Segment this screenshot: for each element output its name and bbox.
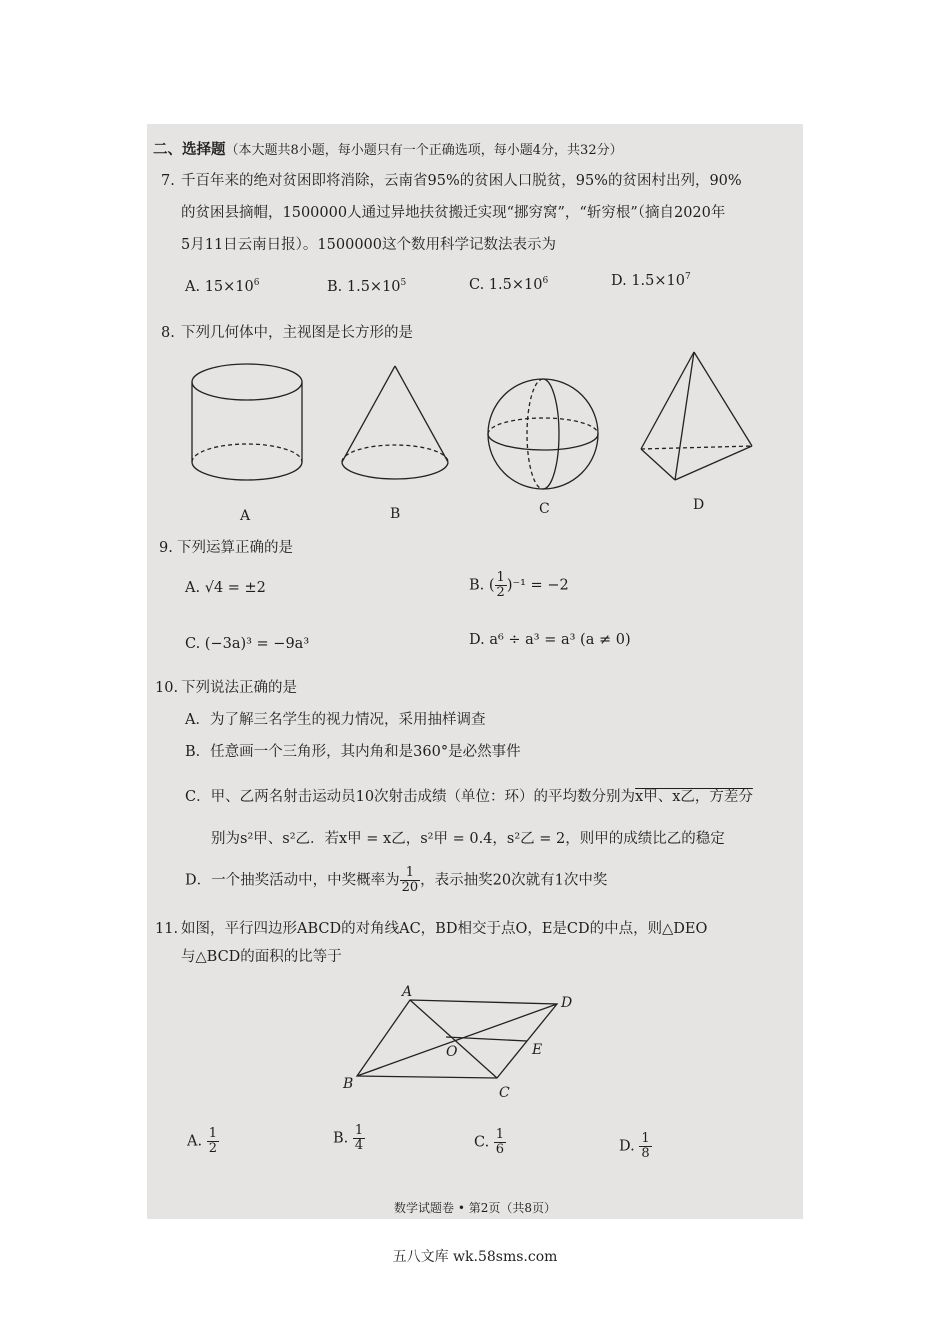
q10-number: 10. xyxy=(155,680,179,696)
section-header xyxy=(153,141,623,160)
q9-number: 9. xyxy=(159,540,173,556)
q7-option-c: C. $1.5\times 10^6$ xyxy=(469,276,549,293)
q8-solids-figure xyxy=(147,344,803,524)
q10-text: 下列说法正确的是 xyxy=(181,680,297,696)
point-e: E xyxy=(532,1042,543,1058)
q11-option-a: A. $\frac{1}{2}$ xyxy=(187,1126,217,1156)
section-note: （本大题共8小题，每小题只有一个正确选项，每小题4分，共32分） xyxy=(225,143,623,158)
q10-option-b: B．任意画一个三角形，其内角和是360°是必然事件 xyxy=(185,744,521,760)
parallelogram-figure xyxy=(327,974,587,1104)
q10-option-a: A．为了解三名学生的视力情况，采用抽样调查 xyxy=(185,712,486,728)
solid-label-a: A xyxy=(240,508,251,524)
q11-option-b: B. $\frac{1}{4}$ xyxy=(333,1123,364,1153)
q10-option-d: D．一个抽奖活动中，中奖概率为 $\frac{1}{20}$ ，表示抽奖20次就有1次中奖 xyxy=(185,865,608,895)
q9-option-c: C. (−3a)³ = −9a³ xyxy=(185,636,310,652)
q10-option-c-line2: 别为s²甲、s²乙．若x甲 = x乙，s²甲 = 0.4，s²乙 = 2，则甲的成绩比乙的稳定 xyxy=(211,831,725,847)
q11-option-d: D. $\frac{1}{8}$ xyxy=(619,1131,650,1161)
point-a: A xyxy=(402,984,413,1000)
q9-option-a: A. √4 = ±2 xyxy=(185,580,266,596)
q7-line1: 千百年来的绝对贫困即将消除，云南省95%的贫困人口脱贫，95%的贫困村出列，90% xyxy=(181,173,742,189)
q7-option-d: D. $1.5\times 10^7$ xyxy=(611,272,691,289)
cylinder-shape xyxy=(192,364,302,480)
q7-number: 7. xyxy=(161,173,175,189)
sphere-shape xyxy=(488,379,598,489)
site-watermark: 五八文库 wk.58sms.com xyxy=(392,1249,558,1265)
pyramid-shape xyxy=(641,352,752,480)
q9-text: 下列运算正确的是 xyxy=(177,540,293,556)
section-title: 二、选择题 xyxy=(153,141,226,158)
solid-label-c: C xyxy=(539,501,550,517)
q8-number: 8. xyxy=(161,325,175,341)
page-footer: 数学试题卷 • 第2页（共8页） xyxy=(394,1201,556,1215)
q8-text: 下列几何体中，主视图是长方形的是 xyxy=(181,325,413,341)
q7-line2: 的贫困县摘帽，1500000人通过异地扶贫搬迁实现“挪穷窝”，“斩穷根”（摘自2020年 xyxy=(181,205,726,221)
exam-sheet xyxy=(147,124,803,1219)
q7-line3: 5月11日云南日报）。1500000这个数用科学记数法表示为 xyxy=(181,237,557,253)
q7-option-a: A. $15\times 10^6$ xyxy=(185,278,260,295)
q7-option-b: B. $1.5\times 10^5$ xyxy=(327,278,407,295)
point-d: D xyxy=(561,995,573,1011)
q9-option-d: D. a⁶ ÷ a³ = a³ (a ≠ 0) xyxy=(469,632,631,648)
point-c: C xyxy=(499,1085,510,1101)
q11-option-c: C. $\frac{1}{6}$ xyxy=(474,1127,505,1157)
q11-line2: 与△BCD的面积的比等于 xyxy=(181,949,342,965)
q11-number: 11. xyxy=(155,921,179,937)
point-o: O xyxy=(446,1044,458,1060)
q11-line1: 如图，平行四边形ABCD的对角线AC，BD相交于点O，E是CD的中点，则△DEO xyxy=(181,921,708,937)
q10-option-c-line1: C．甲、乙两名射击运动员10次射击成绩（单位：环）的平均数分别为x甲、x乙，方差分 xyxy=(185,789,753,805)
point-b: B xyxy=(343,1076,354,1092)
q9-option-b: B. ( $\frac{1}{2}$ )⁻¹ = −2 xyxy=(469,570,569,600)
cone-shape xyxy=(342,366,448,479)
solid-label-d: D xyxy=(693,497,705,513)
solid-label-b: B xyxy=(390,506,401,522)
